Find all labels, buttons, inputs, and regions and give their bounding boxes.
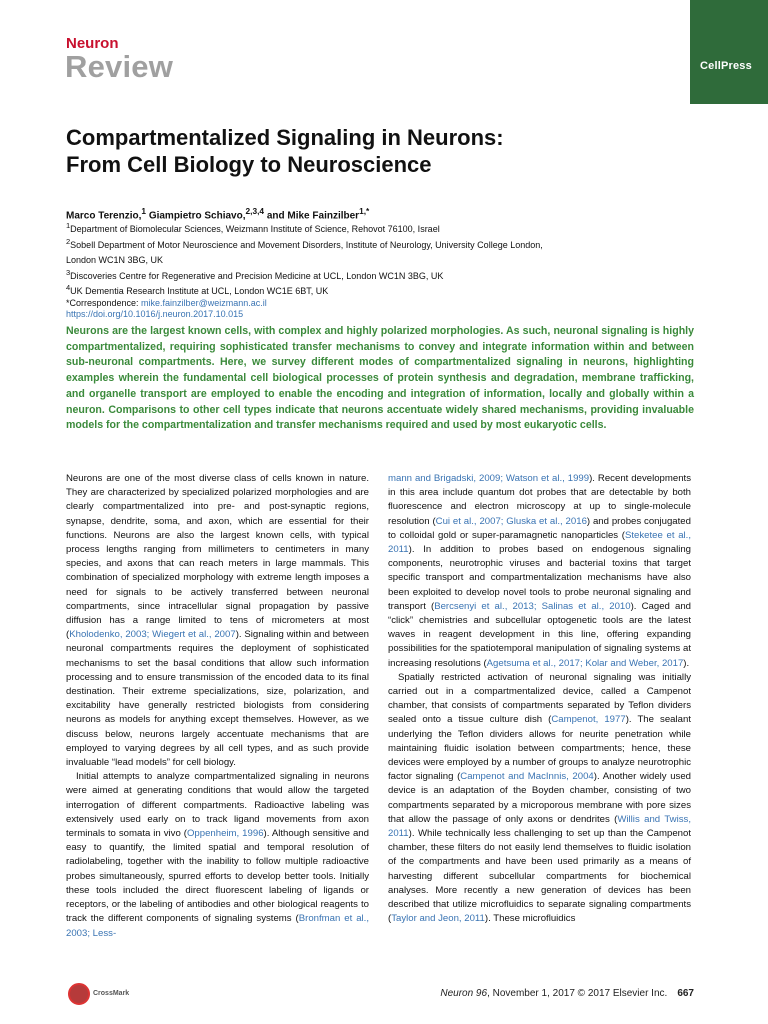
citation-link[interactable]: mann and Brigadski, 2009; Watson et al., 1999 [388, 473, 590, 484]
section-label: Review [65, 49, 174, 84]
affiliations [66, 220, 706, 321]
affiliation: London WC1N 3BG, UK [66, 255, 164, 265]
citation-link[interactable]: Campenot and MacInnis, 2004 [460, 771, 594, 783]
paragraph: Spatially restricted activation of neuronal signaling was initially carried out in a compartmentalized device, called a Campenot chamber, that consists of compartments separated by Teflon dividers sealed onto a tissue culture dish (Campenot, 1977). The sealant underlying the Teflon dividers allows for neurite penetration while maintaining fluidic isolation between compartments; hence, these devices were employed by a number of groups to analyze neurotrophic factor signaling (Campenot and MacInnis, 2004). Another widely used device is an adaptation of the Boyden chamber, consisting of two compartments separated by a microporous membrane with pore sizes that allow the passage of only axons or dendrites (Willis and Twiss, 2011). While technically less challenging to set up than the Campenot chamber, these filters do not easily lend themselves to fluidic isolation of the compartments and have been used primarily as a means of harvesting different subcellular compartments for biochemical analyses. More recently a new generation of devices has been described that utilize microfluidics to separate signaling compartments (Taylor and Jeon, 2011). These microfluidics [388, 671, 691, 925]
footer-date: , November 1, 2017 © 2017 Elsevier Inc. [487, 988, 668, 999]
correspondence-email-link[interactable]: mike.fainzilber@weizmann.ac.il [141, 297, 267, 308]
abstract: Neurons are the largest known cells, with complex and highly polarized morphologies. As such, neuronal signaling is highly compartmentalized, requiring sophisticated transfer mechanisms to convey and integrate information within and between sub-neuronal compartments. Here, we survey different modes of compartmentalized signaling in neurons, highlighting examples wherein the fundamental cell biological processes of protein synthesis and degradation, membrane trafficking, and organelle transport are employed to enable the encoding and integration of information, locally and globally within a neuron. Comparisons to other cell types indicate that neurons accentuate widely shared mechanisms, providing invaluable models for the compartmentalization and transfer mechanisms required and used by most eukaryotic cells. [66, 325, 694, 432]
crossmark-icon[interactable] [68, 983, 90, 1005]
citation-link[interactable]: Bercsenyi et al., 2013; Salinas et al., 2010 [434, 600, 631, 612]
paragraph: Initial attempts to analyze compartmentalized signaling in neurons were aimed at generating conditions that would allow the targeted interrogation of different compartments. Radioactive labeling was extensively used early on to track ligand movements from axon terminals to somata in vivo (Oppenheim, 1996). Although sensitive and easy to quantify, the limited spatial and temporal resolution of radiolabeling, together with the inability to follow multiple radioactive probes simultaneously, spurred efforts to develop better tools. Initially these tools included the direct fluorescent labeling of ligands or receptors, or the labeling of antibodies and other biological reagents to track the different components of signaling systems (Bronfman et al., 2003; Less- [66, 771, 369, 939]
author-sup: 1 [141, 206, 147, 216]
citation-link[interactable]: Campenot, 1977 [551, 714, 626, 726]
page-number: 667 [677, 988, 694, 999]
body-column-right [388, 472, 691, 927]
journal-name: Neuron [66, 35, 119, 52]
affiliation: $^4$UK Dementia Research Institute at UCL, London WC1E 6BT, UK [66, 283, 329, 296]
affiliation: $^2$Sobell Department of Motor Neuroscience and Movement Disorders, Institute of Neurology, University College London, [66, 236, 543, 250]
citation-link[interactable]: Cui et al., 2007; Gluska et al., 2016 [435, 515, 587, 527]
correspondence: *Correspondence: mike.fainzilber@weizmann.ac.il [66, 297, 267, 308]
author-name: Marco Terenzio, [66, 210, 142, 222]
paragraph: Neurons are one of the most diverse class of cells known in nature. They are characterized by specialized polarized morphologies and are clearly compartmentalized into pre- and post-synaptic regions, synapse, dendrite, soma, and axon, which are essential for their functions. Neurons are also the largest known cells, with typical process lengths ranging from millimeters to centimeters in many species, and axons that can reach meters in large mammals. This combination of specialized morphology with extreme length imposes a need for signals to be actively transferred between neuronal compartments, since intracellular signal propagation by passive diffusion has a range limited to tens of micrometers at most (Kholodenko, 2003; Wiegert et al., 2007). Signaling within and between neuronal compartments requires the deployment of sophisticated mechanisms to set the basal conditions that allow such information processing and to ensure transmission of the encoded data to its final destination. Their extreme specializations, size, polarization, and excitability have generally restricted biologists from considering neurons as models for anything except themselves. However, as we discuss below, neurons largely accentuate mechanisms that are employed to varying degrees by all cell types, and as such provide invaluable “lead models” for cell biology. [66, 473, 369, 769]
title-line-1: Compartmentalized Signaling in Neurons: [66, 125, 504, 150]
author-sup: 2,3,4 [245, 206, 265, 216]
author-name: Giampietro Schiavo, [148, 210, 246, 222]
citation-link[interactable]: Oppenheim, 1996 [186, 828, 264, 840]
author-name: and Mike Fainzilber [266, 210, 360, 222]
paragraph: mann and Brigadski, 2009; Watson et al., 1999). Recent developments in this area include quantum dot probes that are detectable by both fluorescence and electron microscopy at up to single-molecule resolution (Cui et al., 2007; Gluska et al., 2016) and probes conjugated to colloidal gold or super-paramagnetic nanoparticles (Steketee et al., 2011). In addition to probes based on endogenous signaling components, neurotrophic viruses and bacterial toxins that target specific transport and compartmentalization mechanisms have also been exploited to develop novel tools to probe neuronal signaling and transport (Bercsenyi et al., 2013; Salinas et al., 2010). Caged and “click” chemistries and subcellular optogenetic tools are the latest waves in reagent development in this line, offering expanding possibilities for the spatiotemporal manipulation of signaling systems at increasing resolutions (Agetsuma et al., 2017; Kolar and Weber, 2017). [388, 473, 692, 669]
citation-link[interactable]: Steketee et al., 2011 [388, 529, 692, 556]
affiliation: $^3$Discoveries Centre for Regenerative and Precision Medicine at UCL, London WC1N 3BG, UK [66, 267, 444, 281]
crossmark-label: CrossMark [93, 990, 130, 997]
author-sup: 1,* [359, 206, 370, 216]
doi-link[interactable]: https://doi.org/10.1016/j.neuron.2017.10.015 [66, 309, 244, 319]
page-footer [440, 988, 694, 999]
citation-link[interactable]: Agetsuma et al., 2017; Kolar and Weber, 2017 [486, 657, 684, 669]
citation-link[interactable]: Willis and Twiss, 2011 [388, 813, 691, 840]
journal-issue: Neuron 96 [440, 988, 488, 999]
article-title [66, 124, 706, 178]
title-line-2: From Cell Biology to Neuroscience [66, 152, 432, 177]
citation-link[interactable]: Taylor and Jeon, 2011 [391, 913, 485, 925]
body-column-left [66, 472, 369, 941]
cellpress-logo-text: CellPress [700, 60, 752, 72]
affiliation: $^1$Department of Biomolecular Sciences, Weizmann Institute of Science, Rehovot 76100, Israel [66, 221, 440, 234]
citation-link[interactable]: Kholodenko, 2003; Wiegert et al., 2007 [69, 629, 236, 641]
cellpress-logo [690, 0, 768, 104]
citation-link[interactable]: Bronfman et al., 2003; Less- [66, 913, 369, 939]
